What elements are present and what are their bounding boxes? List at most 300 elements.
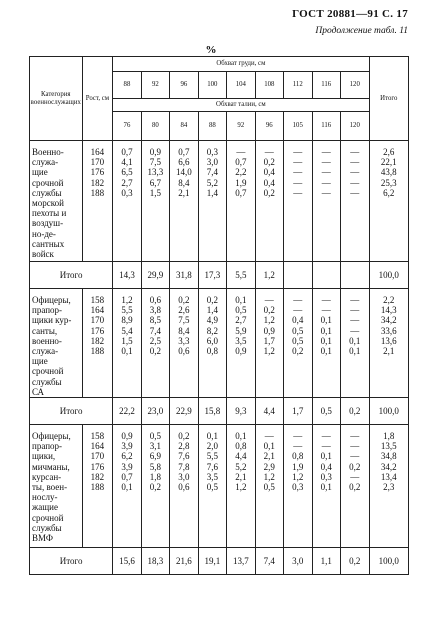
value: 1,8 bbox=[149, 471, 162, 482]
chest-value: 100 bbox=[198, 72, 226, 99]
value: 0,1 bbox=[320, 482, 332, 493]
row-total-value: 14,3 bbox=[380, 305, 397, 316]
column-total: 29,9 bbox=[141, 262, 169, 289]
value-cell bbox=[284, 141, 312, 262]
column-total: 22,2 bbox=[113, 398, 141, 425]
value-cell bbox=[255, 425, 283, 548]
column-total: 0,5 bbox=[312, 398, 340, 425]
value: 7,4 bbox=[149, 325, 162, 336]
table-continuation-label: Продолжение табл. 11 bbox=[315, 26, 408, 36]
waist-value: 105 bbox=[284, 112, 312, 141]
column-total: 1,7 bbox=[284, 398, 312, 425]
value: — bbox=[293, 305, 303, 316]
row-total-value: 34,2 bbox=[380, 461, 397, 472]
row-total-cell bbox=[369, 425, 408, 548]
value-cell bbox=[312, 141, 340, 262]
category-line: СА bbox=[32, 386, 45, 397]
value-cell bbox=[141, 289, 169, 398]
category-line: санты, bbox=[32, 325, 58, 336]
row-total-value: 2,3 bbox=[383, 482, 395, 493]
grand-total: 100,0 bbox=[369, 398, 408, 425]
value: — bbox=[350, 187, 360, 198]
row-total-value: 2,2 bbox=[383, 295, 395, 305]
value: — bbox=[293, 157, 303, 168]
value: 0,1 bbox=[320, 325, 332, 336]
value-cell bbox=[113, 289, 141, 398]
value: 0,3 bbox=[320, 471, 332, 482]
column-total: 19,1 bbox=[198, 548, 226, 575]
value: 1,5 bbox=[121, 335, 133, 346]
category-line: войск bbox=[32, 249, 54, 260]
category-line: ты, воен- bbox=[32, 482, 68, 493]
height-value: 164 bbox=[90, 441, 105, 452]
waist-value: 88 bbox=[198, 112, 226, 141]
value: — bbox=[350, 431, 360, 442]
value: 4,9 bbox=[206, 315, 218, 326]
value: — bbox=[350, 315, 360, 326]
column-total: 9,3 bbox=[227, 398, 255, 425]
value: — bbox=[350, 325, 360, 336]
category-line: службы bbox=[32, 187, 62, 198]
column-total bbox=[284, 262, 312, 289]
value: 7,6 bbox=[206, 461, 218, 472]
height-cell bbox=[82, 289, 113, 398]
height-value: 176 bbox=[90, 461, 105, 472]
column-total: 14,3 bbox=[113, 262, 141, 289]
value: — bbox=[236, 147, 246, 157]
height-cell bbox=[82, 425, 113, 548]
value: 2,8 bbox=[178, 441, 190, 452]
value: 0,1 bbox=[320, 346, 332, 357]
size-distribution-table bbox=[29, 56, 409, 575]
value: 3,9 bbox=[121, 461, 133, 472]
value: 3,1 bbox=[149, 441, 162, 452]
height-value: 158 bbox=[90, 431, 105, 442]
value: 2,1 bbox=[263, 451, 275, 462]
total-label: Итого bbox=[30, 262, 113, 289]
unit-label: % bbox=[205, 44, 217, 56]
value: 6,9 bbox=[149, 451, 162, 462]
value: 5,2 bbox=[235, 461, 247, 472]
value: 0,2 bbox=[349, 482, 361, 493]
row-total-value: 2,1 bbox=[383, 346, 395, 357]
value-cell bbox=[284, 425, 312, 548]
value: — bbox=[350, 295, 360, 305]
value: 7,5 bbox=[149, 157, 162, 168]
column-total: 4,4 bbox=[255, 398, 283, 425]
category-line: срочной bbox=[32, 366, 64, 377]
section-total-row bbox=[30, 398, 409, 425]
value: 6,2 bbox=[121, 451, 133, 462]
value: 0,5 bbox=[206, 482, 218, 493]
value: 0,5 bbox=[263, 482, 275, 493]
column-total: 21,6 bbox=[170, 548, 198, 575]
value: 0,4 bbox=[263, 177, 275, 188]
waist-value: 120 bbox=[340, 112, 369, 141]
height-value: 158 bbox=[90, 295, 105, 305]
value: 0,3 bbox=[121, 187, 133, 198]
height-value: 188 bbox=[90, 187, 105, 198]
value-cell bbox=[340, 289, 369, 398]
column-total: 7,4 bbox=[255, 548, 283, 575]
value: 0,8 bbox=[292, 451, 304, 462]
value: 6,0 bbox=[206, 335, 218, 346]
column-total: 15,6 bbox=[113, 548, 141, 575]
value: 6,7 bbox=[149, 177, 162, 188]
height-value: 176 bbox=[90, 325, 105, 336]
value: 0,9 bbox=[235, 346, 247, 357]
value: 0,9 bbox=[149, 147, 162, 157]
value: 1,9 bbox=[235, 177, 247, 188]
value: — bbox=[293, 295, 303, 305]
height-value: 182 bbox=[90, 335, 105, 346]
value-cell bbox=[255, 141, 283, 262]
chest-value: 104 bbox=[227, 72, 255, 99]
value: 0,2 bbox=[149, 346, 162, 357]
category-line: мичманы, bbox=[32, 461, 70, 472]
value-cell bbox=[340, 425, 369, 548]
value: 0,1 bbox=[235, 295, 247, 305]
page-header bbox=[0, 8, 422, 22]
value: 0,8 bbox=[206, 346, 218, 357]
category-line: военно- bbox=[32, 335, 62, 346]
value: 0,7 bbox=[121, 147, 133, 157]
value: 3,0 bbox=[178, 471, 190, 482]
value: — bbox=[293, 441, 303, 452]
column-total: 13,7 bbox=[227, 548, 255, 575]
category-header: Категория военнослужащих bbox=[30, 57, 83, 141]
value: 0,7 bbox=[235, 187, 247, 198]
value: 1,9 bbox=[292, 461, 304, 472]
value: 3,0 bbox=[206, 157, 218, 168]
value: 8,2 bbox=[206, 325, 218, 336]
height-value: 170 bbox=[90, 315, 105, 326]
height-value: 170 bbox=[90, 157, 105, 168]
value: — bbox=[350, 451, 360, 462]
value: — bbox=[264, 431, 274, 442]
value: 6,6 bbox=[178, 157, 190, 168]
value: 3,5 bbox=[206, 471, 218, 482]
value: 2,7 bbox=[235, 315, 247, 326]
value: 5,2 bbox=[206, 177, 218, 188]
height-value: 182 bbox=[90, 177, 105, 188]
value-cell bbox=[198, 289, 226, 398]
category-line: жащие bbox=[32, 502, 58, 513]
value-cell bbox=[113, 425, 141, 548]
chest-value: 116 bbox=[312, 72, 340, 99]
section-body-row bbox=[30, 289, 409, 398]
category-cell bbox=[30, 141, 83, 262]
category-line: щики, bbox=[32, 451, 56, 462]
column-total: 23,0 bbox=[141, 398, 169, 425]
category-line: пехоты и bbox=[32, 208, 67, 219]
value: 0,2 bbox=[149, 482, 162, 493]
category-cell bbox=[30, 289, 83, 398]
value-cell bbox=[227, 289, 255, 398]
value: 0,1 bbox=[263, 441, 275, 452]
value: 4,4 bbox=[235, 451, 247, 462]
value: 0,9 bbox=[121, 431, 133, 442]
value: 2,5 bbox=[149, 335, 162, 346]
value: — bbox=[293, 431, 303, 442]
value: — bbox=[321, 305, 331, 316]
category-line: прапор- bbox=[32, 441, 63, 452]
row-total-value: 43,8 bbox=[380, 167, 397, 178]
value: — bbox=[350, 177, 360, 188]
row-total-value: 6,2 bbox=[383, 187, 395, 198]
value: 1,2 bbox=[235, 482, 247, 493]
value: 0,2 bbox=[263, 187, 275, 198]
value: 0,7 bbox=[121, 471, 133, 482]
value: 3,5 bbox=[235, 335, 247, 346]
grand-total: 100,0 bbox=[369, 262, 408, 289]
category-line: нослу- bbox=[32, 492, 58, 503]
value: 0,4 bbox=[263, 167, 275, 178]
category-line: службы bbox=[32, 376, 62, 387]
value: — bbox=[293, 167, 303, 178]
value: 13,3 bbox=[147, 167, 164, 178]
waist-value: 96 bbox=[255, 112, 283, 141]
category-line: щики кур- bbox=[32, 315, 72, 326]
grand-total: 100,0 bbox=[369, 548, 408, 575]
value-cell bbox=[312, 425, 340, 548]
value-cell bbox=[113, 141, 141, 262]
value: 0,2 bbox=[263, 157, 275, 168]
value: 2,7 bbox=[121, 177, 133, 188]
total-label: Итого bbox=[30, 398, 113, 425]
height-value: 188 bbox=[90, 346, 105, 357]
value: 3,3 bbox=[178, 335, 190, 346]
waist-header: Обхват талии, см bbox=[113, 99, 369, 112]
column-total: 18,3 bbox=[141, 548, 169, 575]
category-line: курсан- bbox=[32, 471, 62, 482]
category-line: но-де- bbox=[32, 228, 56, 239]
value: 1,2 bbox=[263, 315, 275, 326]
value-cell bbox=[198, 141, 226, 262]
category-line: Военно- bbox=[32, 147, 64, 157]
column-total: 1,1 bbox=[312, 548, 340, 575]
value: 1,4 bbox=[206, 305, 218, 316]
value: 0,9 bbox=[263, 325, 275, 336]
column-total bbox=[340, 262, 369, 289]
category-line: морской bbox=[32, 198, 64, 209]
value: 0,1 bbox=[320, 335, 332, 346]
value: 0,6 bbox=[178, 346, 190, 357]
value: 0,5 bbox=[292, 335, 304, 346]
section-total-row bbox=[30, 548, 409, 575]
value: 0,2 bbox=[349, 461, 361, 472]
value: — bbox=[321, 167, 331, 178]
row-total-value: 1,8 bbox=[383, 431, 395, 442]
height-value: 182 bbox=[90, 471, 105, 482]
value-cell bbox=[312, 289, 340, 398]
standard-number: ГОСТ 20881—91 С. 17 bbox=[292, 8, 408, 20]
chest-value: 112 bbox=[284, 72, 312, 99]
value: 0,3 bbox=[206, 147, 218, 157]
value: 0,6 bbox=[149, 295, 162, 305]
chest-value: 108 bbox=[255, 72, 283, 99]
row-total-value: 13,4 bbox=[380, 471, 397, 482]
category-line: служа- bbox=[32, 346, 59, 357]
value: 0,1 bbox=[235, 431, 247, 442]
value: 0,5 bbox=[292, 325, 304, 336]
category-line: служа- bbox=[32, 157, 59, 168]
column-total: 22,9 bbox=[170, 398, 198, 425]
value: 0,1 bbox=[121, 346, 133, 357]
value: 0,5 bbox=[235, 305, 247, 316]
value: 6,5 bbox=[121, 167, 133, 178]
value-cell bbox=[284, 289, 312, 398]
category-line: щие bbox=[32, 167, 48, 178]
row-total-cell bbox=[369, 289, 408, 398]
value: — bbox=[264, 147, 274, 157]
value: 0,1 bbox=[206, 431, 218, 442]
value: 8,9 bbox=[121, 315, 133, 326]
value: 0,8 bbox=[235, 441, 247, 452]
category-line: Офицеры, bbox=[32, 431, 71, 442]
value-cell bbox=[170, 289, 198, 398]
value: 0,2 bbox=[292, 346, 304, 357]
section-body-row bbox=[30, 141, 409, 262]
value: 0,1 bbox=[320, 451, 332, 462]
value: 7,5 bbox=[178, 315, 190, 326]
value: — bbox=[264, 295, 274, 305]
value-cell bbox=[227, 425, 255, 548]
value: 0,1 bbox=[320, 315, 332, 326]
category-line: срочной bbox=[32, 512, 64, 523]
value: 2,0 bbox=[206, 441, 218, 452]
row-total-value: 22,1 bbox=[380, 157, 397, 168]
value: 1,2 bbox=[263, 346, 275, 357]
value: 3,8 bbox=[149, 305, 162, 316]
height-cell bbox=[82, 141, 113, 262]
waist-value: 76 bbox=[113, 112, 141, 141]
value: 0,7 bbox=[235, 157, 247, 168]
value: — bbox=[350, 147, 360, 157]
height-value: 176 bbox=[90, 167, 105, 178]
value: 7,6 bbox=[178, 451, 190, 462]
waist-value: 80 bbox=[141, 112, 169, 141]
category-line: Офицеры, bbox=[32, 295, 71, 305]
value: 0,6 bbox=[178, 482, 190, 493]
total-header: Итого bbox=[369, 57, 408, 141]
value-cell bbox=[170, 425, 198, 548]
value: 1,5 bbox=[149, 187, 162, 198]
row-total-value: 13,6 bbox=[380, 335, 397, 346]
header-row bbox=[30, 57, 409, 72]
column-total: 5,5 bbox=[227, 262, 255, 289]
category-cell bbox=[30, 425, 83, 548]
row-total-value: 33,6 bbox=[380, 325, 397, 336]
value: 2,1 bbox=[235, 471, 247, 482]
section-total-row bbox=[30, 262, 409, 289]
column-total: 15,8 bbox=[198, 398, 226, 425]
category-line: прапор- bbox=[32, 305, 63, 316]
column-total: 3,0 bbox=[284, 548, 312, 575]
value: — bbox=[321, 147, 331, 157]
value: 5,5 bbox=[206, 451, 218, 462]
value: 7,8 bbox=[178, 461, 190, 472]
chest-value: 88 bbox=[113, 72, 141, 99]
section-body-row bbox=[30, 425, 409, 548]
row-total-cell bbox=[369, 141, 408, 262]
value: 0,4 bbox=[320, 461, 332, 472]
row-total-value: 2,6 bbox=[383, 147, 395, 157]
category-line: службы bbox=[32, 522, 62, 533]
value: 8,4 bbox=[178, 325, 190, 336]
value: 5,8 bbox=[149, 461, 162, 472]
value: — bbox=[293, 187, 303, 198]
value: 1,2 bbox=[263, 471, 275, 482]
chest-value: 92 bbox=[141, 72, 169, 99]
value: 8,5 bbox=[149, 315, 162, 326]
value: — bbox=[321, 187, 331, 198]
value: 0,4 bbox=[292, 315, 304, 326]
value: 7,4 bbox=[206, 167, 218, 178]
value-cell bbox=[141, 141, 169, 262]
value: 8,4 bbox=[178, 177, 190, 188]
value: — bbox=[321, 177, 331, 188]
value: 0,1 bbox=[349, 346, 361, 357]
value: 4,1 bbox=[121, 157, 133, 168]
value: — bbox=[350, 157, 360, 168]
total-label: Итого bbox=[30, 548, 113, 575]
value-cell bbox=[255, 289, 283, 398]
value: — bbox=[321, 441, 331, 452]
value: — bbox=[350, 441, 360, 452]
value: 0,7 bbox=[178, 147, 190, 157]
value: 0,1 bbox=[121, 482, 133, 493]
height-value: 164 bbox=[90, 305, 105, 316]
value: 2,6 bbox=[178, 305, 190, 316]
row-total-value: 34,2 bbox=[380, 315, 397, 326]
value: 5,9 bbox=[235, 325, 247, 336]
row-total-value: 13,5 bbox=[380, 441, 397, 452]
value-cell bbox=[198, 425, 226, 548]
value: 1,4 bbox=[206, 187, 218, 198]
chest-header: Обхват груди, см bbox=[113, 57, 369, 72]
column-total: 17,3 bbox=[198, 262, 226, 289]
value-cell bbox=[340, 141, 369, 262]
chest-value: 96 bbox=[170, 72, 198, 99]
value-cell bbox=[141, 425, 169, 548]
value: — bbox=[293, 147, 303, 157]
value-cell bbox=[227, 141, 255, 262]
value: 0,2 bbox=[178, 295, 190, 305]
value: 2,1 bbox=[178, 187, 190, 198]
value: 0,2 bbox=[263, 305, 275, 316]
value: 0,2 bbox=[178, 431, 190, 442]
height-value: 170 bbox=[90, 451, 105, 462]
column-total: 0,2 bbox=[340, 398, 369, 425]
value: 1,2 bbox=[121, 295, 133, 305]
column-total: 31,8 bbox=[170, 262, 198, 289]
value: — bbox=[350, 305, 360, 316]
value: — bbox=[350, 471, 360, 482]
value: 0,1 bbox=[349, 335, 361, 346]
value: 0,5 bbox=[149, 431, 162, 442]
value: 2,2 bbox=[235, 167, 247, 178]
row-total-value: 34,8 bbox=[380, 451, 397, 462]
value: 3,9 bbox=[121, 441, 133, 452]
waist-value: 92 bbox=[227, 112, 255, 141]
chest-value: 120 bbox=[340, 72, 369, 99]
value: 5,5 bbox=[121, 305, 133, 316]
category-line: ВМФ bbox=[32, 533, 53, 544]
value: — bbox=[321, 157, 331, 168]
waist-value: 116 bbox=[312, 112, 340, 141]
value: — bbox=[321, 295, 331, 305]
